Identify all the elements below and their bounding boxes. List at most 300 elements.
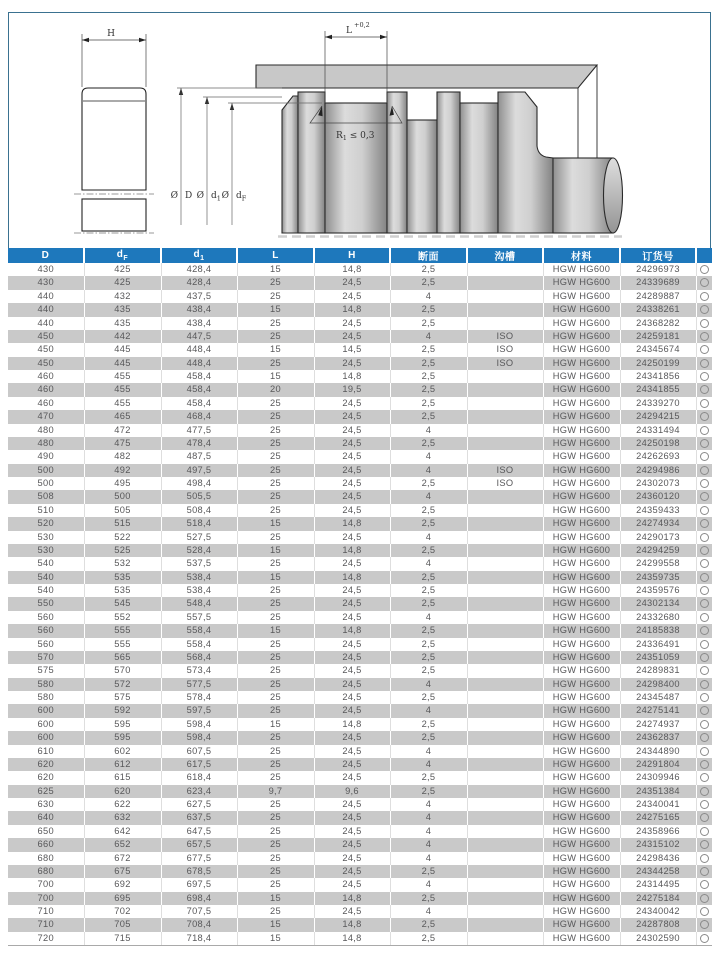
circle-outline-icon: [700, 666, 709, 675]
table-cell: [467, 290, 543, 303]
table-cell-marker: [696, 383, 712, 396]
table-cell-marker: [696, 410, 712, 423]
table-cell: 25: [237, 678, 314, 691]
table-cell: 15: [237, 517, 314, 530]
table-cell: 24185838: [620, 624, 696, 637]
table-row: [8, 464, 712, 477]
circle-outline-icon: [700, 934, 709, 943]
table-cell: 24,5: [314, 597, 390, 610]
table-cell: HGW HG600: [543, 303, 620, 316]
circle-outline-icon: [700, 813, 709, 822]
table-cell: 25: [237, 464, 314, 477]
table-cell: 535: [84, 571, 161, 584]
table-cell: [467, 410, 543, 423]
table-cell: 24309946: [620, 771, 696, 784]
table-cell: HGW HG600: [543, 584, 620, 597]
table-cell: 538,4: [161, 571, 237, 584]
rib-b: [387, 92, 407, 233]
table-cell: [467, 517, 543, 530]
circle-outline-icon: [700, 599, 709, 608]
table-cell: 24,5: [314, 745, 390, 758]
table-cell: [467, 878, 543, 891]
circle-outline-icon: [700, 854, 709, 863]
table-cell: 525: [84, 544, 161, 557]
table-cell: 607,5: [161, 745, 237, 758]
circle-outline-icon: [700, 332, 709, 341]
table-cell: 637,5: [161, 811, 237, 824]
table-cell: ISO: [467, 343, 543, 356]
table-cell: 535: [84, 584, 161, 597]
table-cell: 600: [8, 704, 84, 717]
table-cell: 2,5: [390, 597, 467, 610]
table-cell: 460: [8, 397, 84, 410]
table-cell: 24294215: [620, 410, 696, 423]
table-cell: 14,8: [314, 624, 390, 637]
table-cell: [467, 624, 543, 637]
table-cell-marker: [696, 317, 712, 330]
circle-outline-icon: [700, 800, 709, 809]
table-cell: 440: [8, 303, 84, 316]
table-cell: 24,5: [314, 811, 390, 824]
table-cell: 2,5: [390, 383, 467, 396]
table-cell: 25: [237, 437, 314, 450]
table-cell: 24,5: [314, 357, 390, 370]
table-row: [8, 477, 712, 490]
table-cell: 623,4: [161, 785, 237, 798]
shaft-end-face: [604, 158, 623, 233]
circle-outline-icon: [700, 773, 709, 782]
circle-outline-icon: [700, 292, 709, 301]
table-cell: 715: [84, 932, 161, 946]
table-row: [8, 611, 712, 624]
table-row: [8, 785, 712, 798]
table-row: [8, 557, 712, 570]
table-cell: 24302590: [620, 932, 696, 946]
table-cell: HGW HG600: [543, 785, 620, 798]
table-cell: 550: [8, 597, 84, 610]
table-row: [8, 838, 712, 851]
table-cell-marker: [696, 651, 712, 664]
table-cell: 24,5: [314, 758, 390, 771]
table-cell: 24,5: [314, 276, 390, 289]
table-row: [8, 638, 712, 651]
table-cell: 24262693: [620, 450, 696, 463]
table-cell: [467, 852, 543, 865]
table-cell: 617,5: [161, 758, 237, 771]
table-row: [8, 811, 712, 824]
table-cell: 24345487: [620, 691, 696, 704]
table-cell: 4: [390, 758, 467, 771]
table-cell-marker: [696, 584, 712, 597]
table-cell: 610: [8, 745, 84, 758]
circle-outline-icon: [700, 305, 709, 314]
table-cell: 2,5: [390, 892, 467, 905]
table-cell: 25: [237, 290, 314, 303]
table-cell: 458,4: [161, 397, 237, 410]
table-cell: 25: [237, 490, 314, 503]
table-cell: 570: [8, 651, 84, 664]
table-cell: [467, 544, 543, 557]
table-cell: 24290173: [620, 531, 696, 544]
circle-outline-icon: [700, 492, 709, 501]
table-cell: [467, 437, 543, 450]
table-cell: [467, 584, 543, 597]
table-cell: 24,5: [314, 330, 390, 343]
table-cell: 555: [84, 624, 161, 637]
table-cell: 580: [8, 691, 84, 704]
table-cell: 2,5: [390, 370, 467, 383]
table-cell: 25: [237, 410, 314, 423]
table-cell: 447,5: [161, 330, 237, 343]
table-cell: 25: [237, 531, 314, 544]
table-cell: 25: [237, 611, 314, 624]
table-row: [8, 517, 712, 530]
table-cell: 24,5: [314, 317, 390, 330]
table-cell: [467, 504, 543, 517]
table-cell: 24,5: [314, 852, 390, 865]
table-cell: HGW HG600: [543, 918, 620, 931]
table-cell: HGW HG600: [543, 597, 620, 610]
table-cell: 540: [8, 557, 84, 570]
table-header-row: [8, 248, 712, 263]
table-cell: 25: [237, 638, 314, 651]
table-cell: 24359576: [620, 584, 696, 597]
table-cell-marker: [696, 852, 712, 865]
table-cell: HGW HG600: [543, 276, 620, 289]
table-cell: 600: [8, 718, 84, 731]
column-header-marker: [696, 248, 712, 263]
table-cell: 4: [390, 878, 467, 891]
table-cell: 19,5: [314, 383, 390, 396]
table-cell: 625: [8, 785, 84, 798]
table-cell: 675: [84, 865, 161, 878]
table-row: [8, 704, 712, 717]
table-cell: 545: [84, 597, 161, 610]
table-cell: 2,5: [390, 731, 467, 744]
table-cell-marker: [696, 557, 712, 570]
table-cell: HGW HG600: [543, 638, 620, 651]
table-cell: 500: [8, 464, 84, 477]
table-cell: 455: [84, 397, 161, 410]
table-cell: 647,5: [161, 825, 237, 838]
table-cell: 460: [8, 370, 84, 383]
table-cell: 24314495: [620, 878, 696, 891]
table-cell: 560: [8, 638, 84, 651]
table-cell: HGW HG600: [543, 263, 620, 276]
table-cell-marker: [696, 330, 712, 343]
table-cell: 2,5: [390, 317, 467, 330]
table-row: [8, 317, 712, 330]
table-cell: 680: [8, 852, 84, 865]
table-cell: 2,5: [390, 477, 467, 490]
table-cell: 24340042: [620, 905, 696, 918]
table-cell: 615: [84, 771, 161, 784]
size-table: [8, 248, 712, 946]
table-cell: 24,5: [314, 464, 390, 477]
table-row: [8, 437, 712, 450]
table-cell: [467, 892, 543, 905]
table-cell: [467, 303, 543, 316]
table-cell-marker: [696, 531, 712, 544]
table-row: [8, 905, 712, 918]
table-cell: 15: [237, 892, 314, 905]
table-cell: 618,4: [161, 771, 237, 784]
table-cell: [467, 317, 543, 330]
table-cell: 468,4: [161, 410, 237, 423]
table-cell: [467, 731, 543, 744]
table-cell: 520: [8, 517, 84, 530]
table-cell-marker: [696, 290, 712, 303]
table-cell: HGW HG600: [543, 317, 620, 330]
table-cell: 2,5: [390, 718, 467, 731]
table-cell: 450: [8, 357, 84, 370]
circle-outline-icon: [700, 867, 709, 876]
table-cell: HGW HG600: [543, 718, 620, 731]
circle-outline-icon: [700, 907, 709, 916]
circle-outline-icon: [700, 693, 709, 702]
dim-L-label: L: [346, 26, 352, 36]
table-cell-marker: [696, 691, 712, 704]
circle-outline-icon: [700, 827, 709, 836]
table-cell: 4: [390, 464, 467, 477]
table-cell: 540: [8, 571, 84, 584]
circle-outline-icon: [700, 265, 709, 274]
table-cell: 560: [8, 611, 84, 624]
circle-outline-icon: [700, 439, 709, 448]
table-cell: 25: [237, 811, 314, 824]
table-cell: 497,5: [161, 464, 237, 477]
table-row: [8, 731, 712, 744]
table-cell: 25: [237, 584, 314, 597]
table-cell: 565: [84, 651, 161, 664]
table-cell: 570: [84, 664, 161, 677]
table-cell-marker: [696, 811, 712, 824]
table-cell: HGW HG600: [543, 932, 620, 946]
table-cell: 575: [8, 664, 84, 677]
table-cell-marker: [696, 932, 712, 946]
table-cell: 2,5: [390, 571, 467, 584]
table-cell: 24351059: [620, 651, 696, 664]
table-cell: HGW HG600: [543, 477, 620, 490]
table-cell: 528,4: [161, 544, 237, 557]
column-header-d: $d_1$: [161, 248, 237, 263]
table-cell: [467, 798, 543, 811]
table-cell: 2,5: [390, 664, 467, 677]
table-cell: 24,5: [314, 865, 390, 878]
dim-L-tolerance: +0,2: [354, 21, 370, 29]
table-cell: 458,4: [161, 370, 237, 383]
table-cell-marker: [696, 370, 712, 383]
circle-outline-icon: [700, 586, 709, 595]
table-cell: HGW HG600: [543, 410, 620, 423]
table-cell: 24,5: [314, 651, 390, 664]
column-header-d: $d_F$: [84, 248, 161, 263]
table-cell: 678,5: [161, 865, 237, 878]
table-cell: 2,5: [390, 397, 467, 410]
table-cell: HGW HG600: [543, 651, 620, 664]
table-cell: 25: [237, 691, 314, 704]
table-cell: 600: [8, 731, 84, 744]
table-cell: 620: [84, 785, 161, 798]
table-cell: HGW HG600: [543, 330, 620, 343]
table-row: [8, 825, 712, 838]
table-cell: 438,4: [161, 303, 237, 316]
table-cell: 24331494: [620, 424, 696, 437]
table-cell: 24338261: [620, 303, 696, 316]
table-row: [8, 878, 712, 891]
table-cell: 2,5: [390, 651, 467, 664]
table-cell: HGW HG600: [543, 490, 620, 503]
table-cell: 25: [237, 758, 314, 771]
table-cell-marker: [696, 517, 712, 530]
table-cell: 4: [390, 905, 467, 918]
table-cell: 508,4: [161, 504, 237, 517]
table-cell: 24358966: [620, 825, 696, 838]
table-cell: [467, 424, 543, 437]
circle-outline-icon: [700, 653, 709, 662]
table-cell: 24289887: [620, 290, 696, 303]
table-cell-marker: [696, 838, 712, 851]
table-cell: [467, 771, 543, 784]
table-cell: 595: [84, 718, 161, 731]
table-cell: HGW HG600: [543, 571, 620, 584]
table-cell: 500: [84, 490, 161, 503]
table-cell-marker: [696, 357, 712, 370]
table-cell: 432: [84, 290, 161, 303]
table-cell: HGW HG600: [543, 517, 620, 530]
table-row: [8, 330, 712, 343]
table-cell: 24250199: [620, 357, 696, 370]
table-cell: [467, 785, 543, 798]
table-cell: 25: [237, 664, 314, 677]
column-header-H: H: [314, 248, 390, 263]
table-cell: 9,7: [237, 785, 314, 798]
table-cell: [467, 718, 543, 731]
circle-outline-icon: [700, 613, 709, 622]
table-cell: 660: [8, 838, 84, 851]
table-cell: 25: [237, 905, 314, 918]
table-cell: 24344258: [620, 865, 696, 878]
table-cell: 24,5: [314, 638, 390, 651]
table-cell: 532: [84, 557, 161, 570]
table-cell: 24302073: [620, 477, 696, 490]
table-row: [8, 424, 712, 437]
table-row: [8, 531, 712, 544]
table-cell: 14,5: [314, 343, 390, 356]
column-header-沟槽: 沟槽: [467, 248, 543, 263]
table-cell: 25: [237, 557, 314, 570]
table-cell: 2,5: [390, 584, 467, 597]
table-cell: HGW HG600: [543, 464, 620, 477]
table-cell: 2,5: [390, 437, 467, 450]
table-cell: 438,4: [161, 317, 237, 330]
table-cell: 15: [237, 718, 314, 731]
table-cell: 24,5: [314, 825, 390, 838]
table-cell-marker: [696, 638, 712, 651]
table-cell: HGW HG600: [543, 771, 620, 784]
table-cell-marker: [696, 490, 712, 503]
table-cell: 24298400: [620, 678, 696, 691]
table-cell: HGW HG600: [543, 691, 620, 704]
table-cell: 24359433: [620, 504, 696, 517]
table-cell: [467, 383, 543, 396]
table-cell: HGW HG600: [543, 624, 620, 637]
table-cell: 15: [237, 544, 314, 557]
circle-outline-icon: [700, 345, 709, 354]
circle-outline-icon: [700, 733, 709, 742]
table-cell: 480: [8, 424, 84, 437]
circle-outline-icon: [700, 626, 709, 635]
table-cell: [467, 370, 543, 383]
table-cell: 425: [84, 276, 161, 289]
table-cell: 24,5: [314, 450, 390, 463]
table-cell: 2,5: [390, 691, 467, 704]
table-cell: 435: [84, 303, 161, 316]
table-cell: 428,4: [161, 276, 237, 289]
table-cell: 702: [84, 905, 161, 918]
dia-D-letter: D: [185, 191, 193, 201]
circle-outline-icon: [700, 680, 709, 689]
table-cell: HGW HG600: [543, 531, 620, 544]
table-cell: HGW HG600: [543, 450, 620, 463]
table-cell: [467, 571, 543, 584]
table-cell: 20: [237, 383, 314, 396]
table-cell: 25: [237, 276, 314, 289]
table-cell: [467, 611, 543, 624]
table-cell: 538,4: [161, 584, 237, 597]
table-cell: 24362837: [620, 731, 696, 744]
table-row: [8, 290, 712, 303]
table-cell: 577,5: [161, 678, 237, 691]
table-cell: 25: [237, 852, 314, 865]
table-cell: 640: [8, 811, 84, 824]
table-cell: 478,4: [161, 437, 237, 450]
table-cell: HGW HG600: [543, 343, 620, 356]
table-cell: 558,4: [161, 624, 237, 637]
dia-d1-letter: $d_1$: [211, 191, 221, 203]
table-cell: 25: [237, 357, 314, 370]
table-cell-marker: [696, 718, 712, 731]
table-cell: 425: [84, 263, 161, 276]
table-cell: 24302134: [620, 597, 696, 610]
table-cell: 24,5: [314, 424, 390, 437]
table-cell: 25: [237, 771, 314, 784]
table-cell: HGW HG600: [543, 758, 620, 771]
table-cell: 2,5: [390, 918, 467, 931]
dia-dF-label: Ø: [221, 191, 229, 201]
table-cell: HGW HG600: [543, 731, 620, 744]
table-cell: 458,4: [161, 383, 237, 396]
table-cell: 4: [390, 798, 467, 811]
table-cell: 25: [237, 825, 314, 838]
table-cell: 24,5: [314, 878, 390, 891]
table-cell-marker: [696, 464, 712, 477]
table-cell: 572: [84, 678, 161, 691]
table-cell: 450: [8, 343, 84, 356]
table-cell: HGW HG600: [543, 557, 620, 570]
table-cell: 612: [84, 758, 161, 771]
table-cell: 482: [84, 450, 161, 463]
table-cell: 2,5: [390, 544, 467, 557]
table-cell: HGW HG600: [543, 678, 620, 691]
table-cell: 24250198: [620, 437, 696, 450]
table-cell-marker: [696, 704, 712, 717]
column-header-L: L: [237, 248, 314, 263]
table-cell: 14,8: [314, 263, 390, 276]
table-cell: 24,5: [314, 678, 390, 691]
circle-outline-icon: [700, 894, 709, 903]
table-cell: 475: [84, 437, 161, 450]
